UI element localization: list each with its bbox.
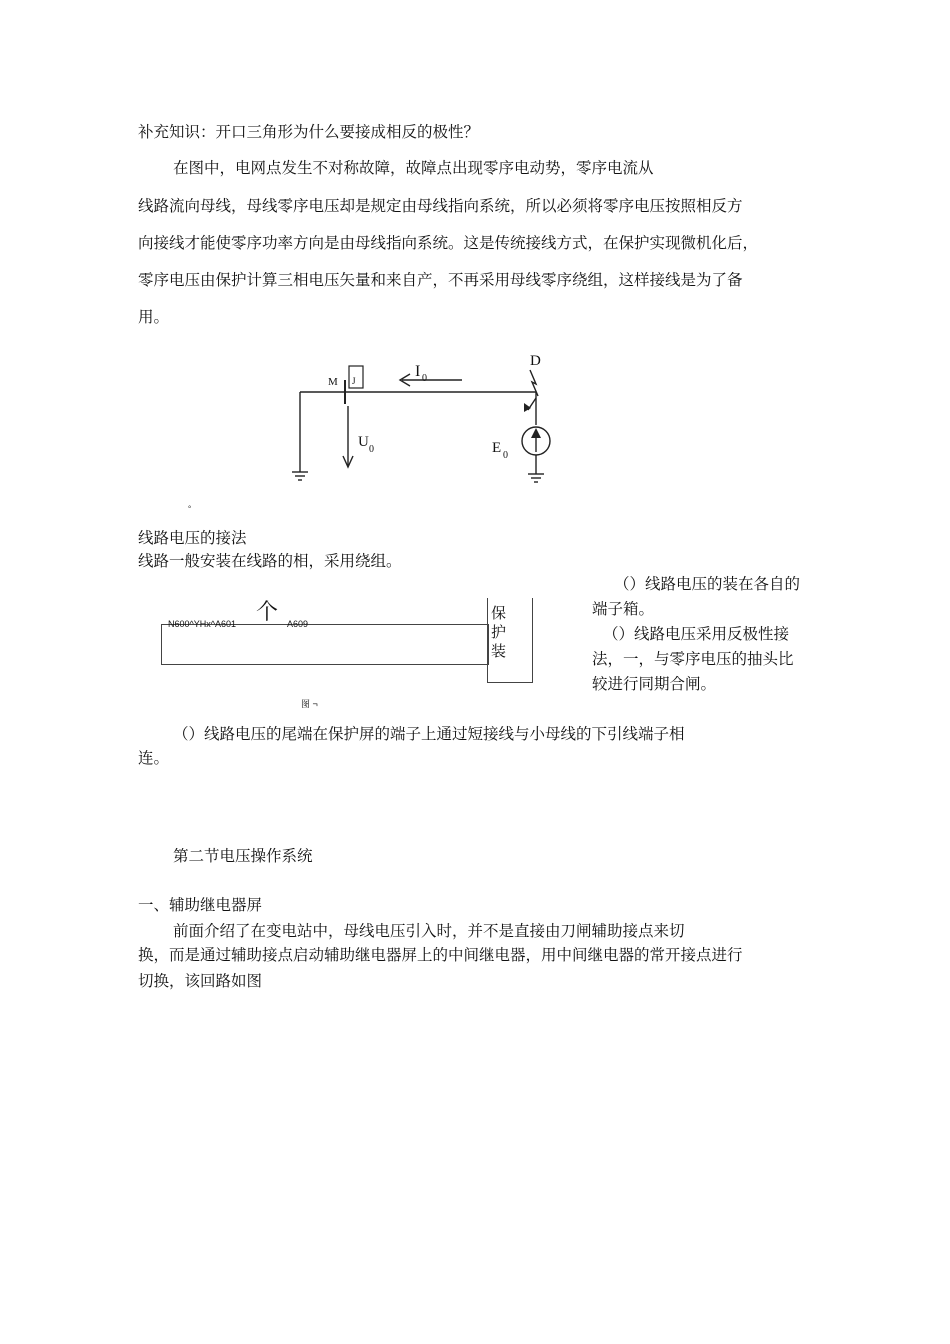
paragraph-line: 向接线才能使零序功率方向是由母线指向系统。这是传统接线方式，在保护实现微机化后， <box>138 234 759 252</box>
paragraph-line: 用。 <box>138 308 170 326</box>
wire-symbol: 个 <box>256 600 279 625</box>
subsection-heading: 一、辅助继电器屏 <box>138 896 263 914</box>
label-I: I <box>415 363 421 380</box>
paragraph-line: 切换，该回路如图 <box>138 972 263 990</box>
device-char: 保 <box>491 605 507 622</box>
source-arrow-head <box>531 428 541 438</box>
paragraph-line: 前面介绍了在变电站中，母线电压引入时，并不是直接由刀闸辅助接点来切 <box>173 922 685 940</box>
section-heading: 线路电压的接法 <box>138 529 247 547</box>
label-U-sub: 0 <box>369 444 374 455</box>
paragraph-line: 连。 <box>138 749 170 767</box>
supplement-heading: 补充知识：开口三角形为什么要接成相反的极性？ <box>138 123 480 141</box>
chapter-section-title: 第二节电压操作系统 <box>173 847 313 865</box>
paragraph-line: 零序电压由保护计算三相电压矢量和来自产，不再采用母线零序绕组，这样接线是为了备 <box>138 271 743 289</box>
device-char: 装 <box>491 643 507 660</box>
wire-label-right: A609 <box>287 619 309 629</box>
protection-device-label <box>491 604 506 661</box>
paragraph-line: 线路一般安装在线路的相，采用绕组。 <box>138 552 402 570</box>
wire-label-left: N600^YHx^A601 <box>168 619 236 629</box>
label-U: U <box>358 434 369 450</box>
paragraph-line: 线路流向母线，母线零序电压却是规定由母线指向系统，所以必须将零序电压按照相反方 <box>138 197 743 215</box>
figure-caption: 图 ¬ <box>301 699 318 709</box>
side-note-line: 法，一，与零序电压的抽头比 <box>592 650 794 668</box>
side-note-line: 较进行同期合闸。 <box>592 675 717 693</box>
label-M: M <box>328 376 338 388</box>
fault-arrow-head <box>524 403 531 412</box>
label-D: D <box>530 353 541 369</box>
side-note-line: 端子箱。 <box>592 600 655 618</box>
figure-caption-mark: ° <box>188 504 192 513</box>
label-E-sub: 0 <box>503 450 508 461</box>
device-char: 护 <box>491 624 507 641</box>
paragraph-line: 换，而是通过辅助接点启动辅助继电器屏上的中间继电器，用中间继电器的常开接点进行 <box>138 946 743 964</box>
label-I-sub: 0 <box>422 373 427 384</box>
label-E: E <box>492 440 502 456</box>
paragraph-line: （）线路电压的尾端在保护屏的端子上通过短接线与小母线的下引线端子相 <box>173 725 685 743</box>
side-note-line: （）线路电压采用反极性接 <box>603 625 790 643</box>
paragraph-line: 在图中，电网点发生不对称故障，故障点出现零序电动势，零序电流从 <box>173 159 654 177</box>
label-J: J <box>352 376 356 386</box>
side-note-line: （）线路电压的装在各自的 <box>614 575 801 593</box>
